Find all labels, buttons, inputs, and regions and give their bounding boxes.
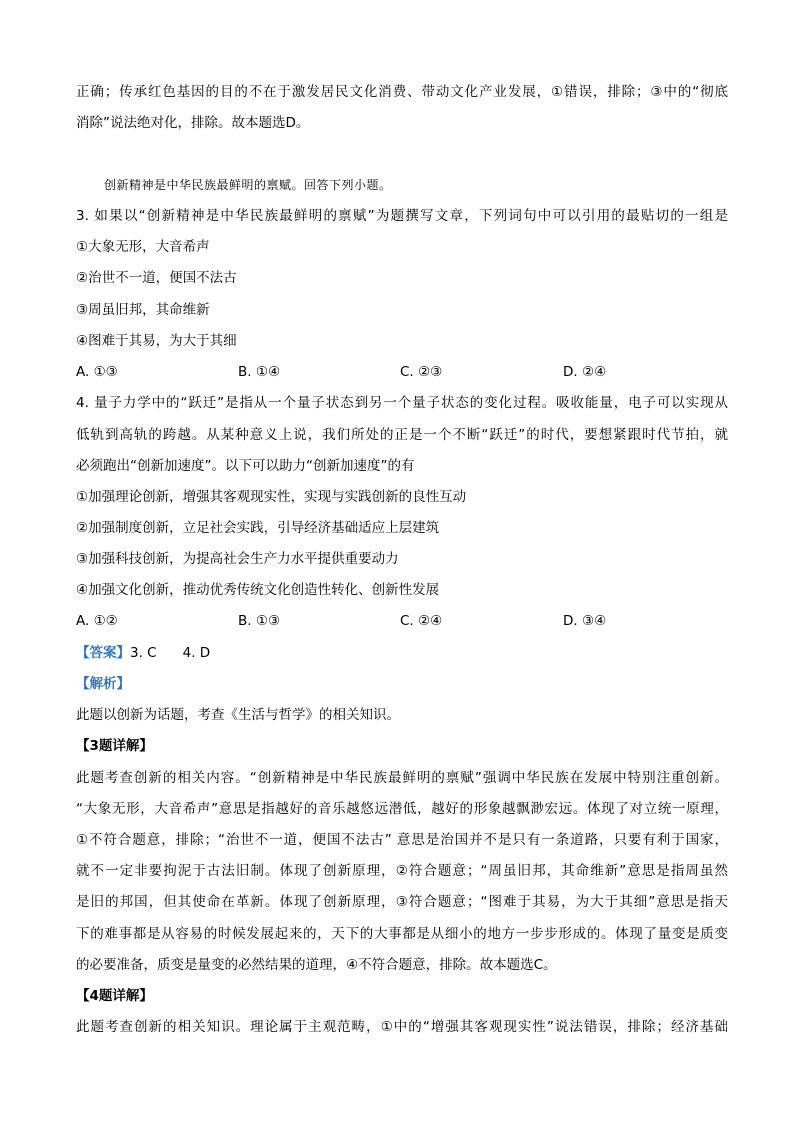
answer-q4: 4. D [182,645,211,661]
q4-option-a: A. ①② [76,613,118,629]
q4-item-1: ①加强理论创新，增强其客观现实性，实现与实践创新的良性互动 [76,489,467,505]
q4-stem-line-3: 必须跑出“创新加速度”。以下可以助力“创新加速度”的有 [76,458,415,474]
answer-label: 【答案】 [76,645,130,661]
prev-answer-line-2: 消除”说法绝对化，排除。故本题选D。 [76,115,310,131]
prev-answer-line-1: 正确；传承红色基因的目的不在于激发居民文化消费、带动文化产业发展，①错误，排除；③中的“彻底 [76,84,728,100]
detail3-line-6: 下的难事都是从容易的时候发展起来的，天下的大事都是从细小的地方一步步形成的。体现了量变是质变 [76,926,728,942]
q4-option-b: B. ①③ [238,613,281,629]
q3-item-4: ④图难于其易，为大于其细 [76,333,237,349]
q3-option-d: D. ②④ [563,364,607,380]
q4-stem-line-1: 4. 量子力学中的“跃迁”是指从一个量子状态到另一个量子状态的变化过程。吸收能量，电子可以实现从 [76,395,728,411]
q3-option-c: C. ②③ [400,364,443,380]
detail3-line-2: “大象无形，大音希声”意思是指越好的音乐越悠远潜低，越好的形象越飘渺宏远。体现了对立统一原理， [76,801,728,817]
detail4-line-1: 此题考查创新的相关知识。理论属于主观范畴，①中的“增强其客观现实性”说法错误，排除；经济基础 [76,1019,728,1035]
q3-item-1: ①大象无形，大音希声 [76,239,210,255]
detail3-line-1: 此题考查创新的相关内容。“创新精神是中华民族最鲜明的禀赋”强调中华民族在发展中特别注重创新。 [76,770,728,786]
q4-item-2: ②加强制度创新，立足社会实践，引导经济基础适应上层建筑 [76,520,440,536]
analysis-label: 【解析】 [76,676,130,692]
detail4-label: 【4题详解】 [76,988,153,1004]
detail3-line-3: ①不符合题意，排除；“治世不一道，便国不法古” 意思是治国并不是只有一条道路，只要有利于国家， [76,832,728,848]
group-intro: 创新精神是中华民族最鲜明的禀赋。回答下列小题。 [104,178,392,192]
analysis-text: 此题以创新为话题，考查《生活与哲学》的相关知识。 [76,707,400,723]
q3-option-b: B. ①④ [238,364,281,380]
detail3-label: 【3题详解】 [76,738,153,754]
q4-stem-line-2: 低轨到高轨的跨越。从某种意义上说，我们所处的正是一个不断“跃迁”的时代，要想紧跟时代节拍，就 [76,427,728,443]
q3-option-a: A. ①③ [76,364,118,380]
q4-item-4: ④加强文化创新，推动优秀传统文化创造性转化、创新性发展 [76,582,440,598]
detail3-line-4: 就不一定非要拘泥于古法旧制。体现了创新原理，②符合题意；“周虽旧邦，其命维新”意思是指周虽然 [76,863,728,879]
detail3-line-7: 的必要准备，质变是量变的必然结果的道理，④不符合题意，排除。故本题选C。 [76,957,557,973]
answer-q3: 3. C [130,645,157,661]
q3-item-2: ②治世不一道，便国不法古 [76,270,237,286]
q4-item-3: ③加强科技创新，为提高社会生产力水平提供重要动力 [76,551,399,567]
q4-option-c: C. ②④ [400,613,443,629]
answer-row [76,643,210,663]
q3-stem: 3. 如果以“创新精神是中华民族最鲜明的禀赋”为题撰写文章，下列词句中可以引用的最贴切的一组是 [76,208,728,224]
q4-option-d: D. ③④ [563,613,607,629]
q3-item-3: ③周虽旧邦，其命维新 [76,302,210,318]
detail3-line-5: 是旧的邦国，但其使命在革新。体现了创新原理，③符合题意；“图难于其易，为大于其细”意思是指天 [76,894,728,910]
